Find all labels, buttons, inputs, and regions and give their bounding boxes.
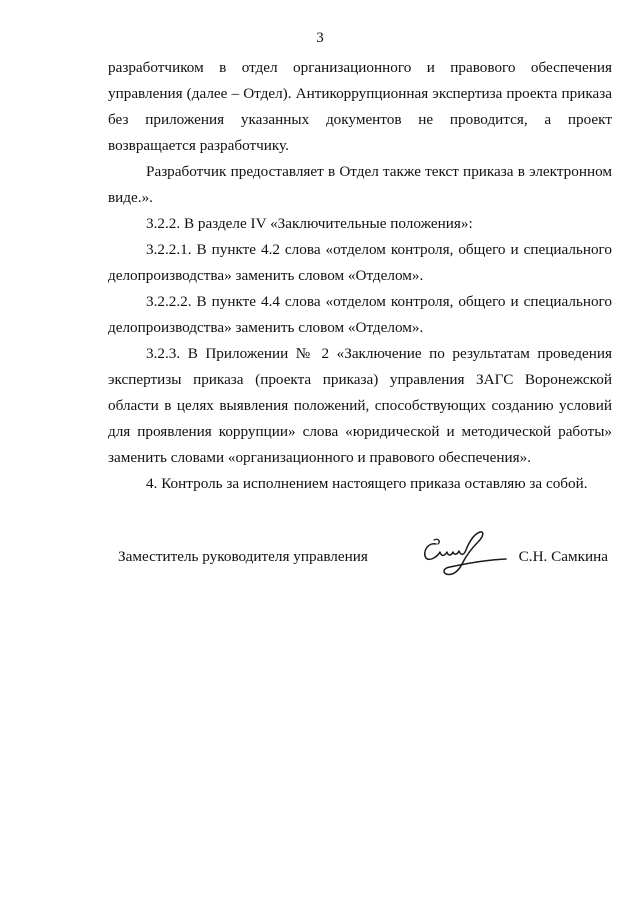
paragraph-appendix-2: 3.2.3. В Приложении № 2 «Заключение по результатам проведения экспертизы приказа (проекта приказа) управления ЗАГС Воронежской области в целях выявления положений, способствующих созданию условий для проявления коррупции» слова «юридической и методической работы» заменить словами «организационного и правового обеспечения». xyxy=(108,345,612,466)
signer-name: С.Н. Самкина xyxy=(518,548,608,565)
signer-position: Заместитель руководителя управления xyxy=(118,548,368,565)
page-number: 3 xyxy=(316,30,324,46)
document-body xyxy=(108,55,612,497)
paragraph-control: 4. Контроль за исполнением настоящего приказа оставляю за собой. xyxy=(146,475,588,492)
paragraph-item-4-2: 3.2.2.1. В пункте 4.2 слова «отделом контроля, общего и специального делопроизводства» заменить словом «Отделом». xyxy=(108,241,612,284)
signature-block xyxy=(118,540,608,590)
handwritten-signature-icon xyxy=(414,522,514,586)
paragraph-continuation: разработчиком в отдел организационного и правового обеспечения управления (далее – Отдел). Антикоррупционная экспертиза проекта приказа без приложения указанных документов не проводится, а проект возвращается разработчику. xyxy=(108,59,612,154)
paragraph-item-4-4: 3.2.2.2. В пункте 4.4 слова «отделом контроля, общего и специального делопроизводства» заменить словом «Отделом». xyxy=(108,293,612,336)
paragraph-electronic-text: Разработчик предоставляет в Отдел также текст приказа в электронном виде.». xyxy=(108,163,612,206)
paragraph-section-iv: 3.2.2. В разделе IV «Заключительные положения»: xyxy=(146,215,473,232)
